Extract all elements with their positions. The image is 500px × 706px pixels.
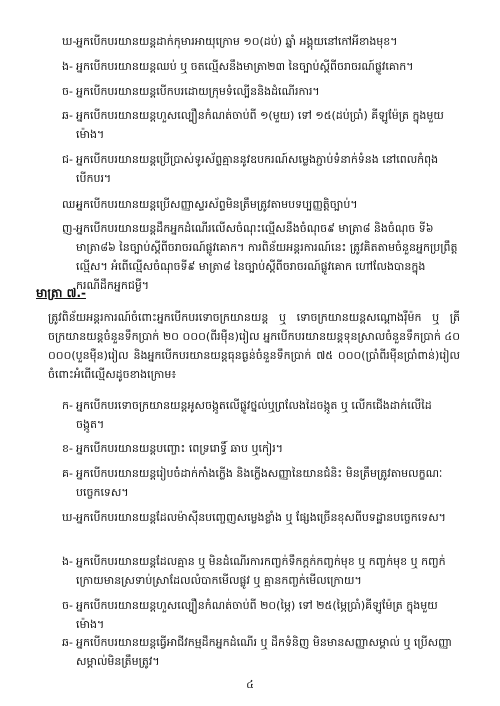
item-marker: ឆ- — [62, 109, 73, 122]
item-text: អ្នកបើកបរយានយន្តបើកបរដោយក្រុមទំល្បើននិងដំណើរការ។ — [76, 85, 320, 98]
article-heading: មាត្រា ៧.- — [36, 286, 86, 300]
item-text: អ្នកបើកបរយានយន្តធ្វើអាជីវកម្មដឹកអ្នកដំណើរ ឬ ដឹកទំនិញ មិនមានសញ្ញាសម្គាល់ ឬ ប្រើសញ្ញាសម្គាល់មិនត្រឹមត្រូវ។ — [76, 636, 452, 668]
list-item-ngo — [62, 57, 458, 76]
page-number: ៤ — [246, 678, 254, 691]
article-intro-paragraph: ត្រូវពិន័យអន្តរការណ៍ចំពោះអ្នកបើកបរទោចក្រយានយន្ត ឬ ទោចក្រយានយន្តសណ្តោងរ៉ឺម៉ក ឬ ត្រីចក្រយានយន្តចំនួនទឹកប្រាក់ ២០ ០០០(ពីរម៉ឺន)រៀល អ្នកបើកបរយានយន្តទុនស្រាលចំនួនទឹកប្រាក់ ៤០ ០០០(បួនម៉ឺន)រៀល និងអ្នកបើកបរយានយន្តធុនធ្ងន់ចំនួនទឹកប្រាក់ ៧៥ ០០០(ប្រាំពីរម៉ឺនប្រាំពាន់)រៀល ចំពោះអំពើល្មើសដូចខាងក្រោម៖ — [48, 311, 460, 381]
list-item-cha2 — [62, 596, 458, 634]
list-item-ka — [62, 396, 458, 434]
item-text: អ្នកបើកបរយានយន្តឈប់ ឬ ចតល្មើសនឹងមាត្រា២៣ នៃច្បាប់ស្តីពីចរាចរណ៍ផ្លូវគោក។ — [76, 60, 414, 73]
list-item-kha — [62, 439, 458, 458]
list-item-cha — [62, 82, 458, 101]
item-marker: ឃ- — [62, 35, 77, 48]
item-text: អ្នកបើកបរយានយន្តហួសល្បឿនកំណត់ចាប់ពី ២០(ម្ភៃ) ទៅ ២៥(ម្ភៃប្រាំ)គីឡូម៉ែត្រ ក្នុងមួយម៉ោង។ — [76, 599, 438, 631]
item-marker: ង- — [62, 555, 73, 568]
list-item-cho — [62, 150, 458, 188]
item-marker: ក- — [62, 399, 73, 412]
list-item-kho2 — [62, 508, 458, 527]
item-text: អ្នកបើកបរយានយន្តប្រើប្រាស់ទូរស័ព្ទគ្មាននូវឧបករណ៍សម្លេងភ្ជាប់ទំនាក់ទំនង នៅពេលកំពុងបើកបរ។ — [76, 153, 439, 185]
item-marker: ឆ- — [62, 636, 73, 649]
item-marker: ខ- — [62, 442, 73, 455]
item-marker: ញ- — [62, 222, 77, 235]
item-marker: ឃ- — [62, 511, 77, 524]
list-item-ngo2 — [62, 552, 458, 590]
list-item-ko — [62, 464, 458, 502]
item-marker: ជ- — [62, 153, 73, 166]
item-text: អ្នកបើកបរយានយន្តដឹកអ្នកដំណើរលើសចំណុះល្មើសនឹងចំណុច៩ មាត្រា៨ និងចំណុច ទី៦ មាត្រា៨៦ នៃច្បាប់ស្តីពីចរាចរណ៍ផ្លូវគោក។ ការពិន័យអន្តរការណ៍នេះ ត្រូវគិតតាមចំនួនអ្នកប្រព្រឹត្តល្មើស។ អំពើល្មើសចំណុចទី៩ មាត្រា៨ នៃច្បាប់ស្តីពីចរាចរណ៍ផ្លូវគោក ហៅលែងបានក្នុងករណីដឹកអ្នកជម្ងឺ។ — [76, 222, 458, 292]
item-marker: ឈ- — [62, 198, 80, 211]
item-text: អ្នកបើកបរយានយន្តដែលគ្មាន ឬ មិនដំណើរការកញ្ចក់ទឹកក្ដក់កញ្ចក់មុខ ឬ កញ្ចក់មុខ ឬ កញ្ចក់ក្រោយមានស្រទាប់ស្រាដែលលំបាកមើលផ្លូវ ឬ គ្មានកញ្ចក់មើលក្រោយ។ — [76, 555, 446, 587]
list-item-chha2 — [62, 633, 458, 671]
item-text: អ្នកបើកបរយានយន្តហួសល្បឿនកំណត់ចាប់ពី ១(មួយ) ទៅ ១៥(ដប់ប្រាំ) គីឡូម៉ែត្រ ក្នុងមួយម៉ោង។ — [76, 109, 444, 141]
item-text: អ្នកបើកបរយានយន្តប្រើសញ្ញាស្ទរស័ព្ទមិនត្រឹមត្រូវតាមបទប្បញ្ញត្តិច្បាប់។ — [76, 198, 358, 211]
item-text: អ្នកបើកបរទោចក្រយានយន្តអូសចង្កូតលើផ្លូវថ្នល់ឬព្រលែងដៃចង្កូត ឬ លើកជើងដាក់លើដៃចង្កូត។ — [76, 399, 432, 431]
list-item-kho — [62, 32, 458, 51]
item-marker: ច- — [62, 85, 73, 98]
item-text: អ្នកបើកបរយានយន្តបញ្ចោះ ពេទ្ររោទ្ធិ៍ ឆាប ឬកៀរ។ — [76, 442, 283, 455]
item-text: អ្នកបើកបរយានយន្តរៀបចំដាក់កាំងក្លើង និងក្លើងសញ្ញានៃយានជំនិះ មិនត្រឹមត្រូវតាមលក្ខណៈបច្ចេកទេស។ — [76, 467, 443, 499]
list-item-chha — [62, 106, 458, 144]
item-text: អ្នកបើកបរយានយន្តដាក់កុមារអាយុក្រោម ១០(ដប់) ឆ្នាំ អង្គុយនៅកៅអីខាងមុខ។ — [76, 35, 398, 48]
item-marker: ច- — [62, 599, 73, 612]
item-marker: ង- — [62, 60, 73, 73]
list-item-chho — [62, 195, 458, 214]
item-marker: គ- — [62, 467, 73, 480]
item-text: អ្នកបើកបរយានយន្តដែលម៉ាស៊ីនបញ្ចេញសម្លេងខ្លាំង ឬ ផ្សែងច្រើនខុសពីបទដ្ឋានបច្ចេកទេស។ — [76, 511, 446, 524]
list-item-nyo — [62, 219, 458, 295]
